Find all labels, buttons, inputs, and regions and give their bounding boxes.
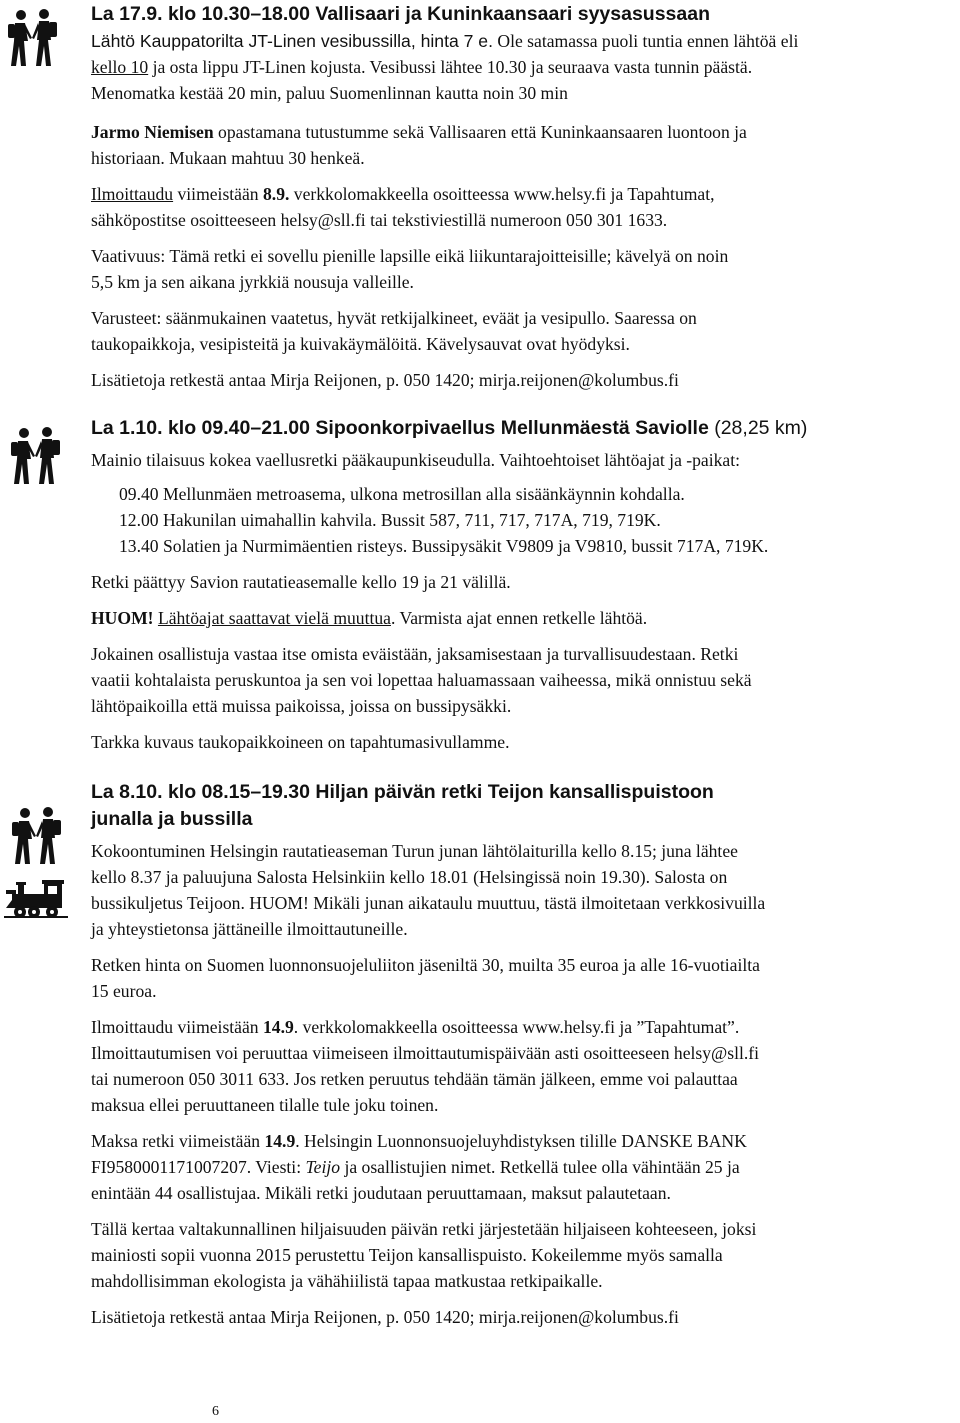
text: Maksa retki viimeistään [91,1131,265,1151]
event3-payment [91,1128,951,1154]
departure-item: 12.00 Hakunilan uimahallin kahvila. Bussit 587, 711, 717, 717A, 719, 719K. [119,510,661,530]
text: verkkolomakkeella osoitteessa www.helsy.fi ja Tapahtumat, [289,184,715,204]
event1-line1 [91,28,951,54]
text: ja osta lippu JT-Linen kojusta. Vesibussi lähtee 10.30 ja seuraava vasta tunnin päästä. [148,57,753,77]
text: opastamana tutustumme sekä Vallisaaren että Kuninkaansaaren luontoon ja [213,122,747,142]
event1-guide [91,119,951,145]
event2-responsibility2: vaatii kohtalaista peruskuntoa ja sen voi lopettaa haluamassaan vaiheessa, mikä onnistuu sekä [91,670,752,690]
text: . verkkolomakkeella osoitteessa www.helsy.fi ja ”Tapahtumat”. [293,1017,740,1037]
text: Ole satamassa puoli tuntia ennen lähtöä eli [492,31,799,51]
event3-price-line: 15 euroa. [91,981,157,1001]
event2-end: Retki päättyy Savion rautatieasemalle kello 19 ja 21 välillä. [91,572,511,592]
train-icon [4,878,68,920]
event3-registration [91,1014,951,1040]
message-word: Teijo [305,1157,341,1177]
hikers-icon [6,426,66,486]
event1-info: Lisätietoja retkestä antaa Mirja Reijonen, p. 050 1420; mirja.reijonen@kolumbus.fi [91,370,679,390]
register-text: Ilmoittaudu [91,184,174,204]
event1-registration2: sähköpostitse osoitteeseen helsy@sll.fi tai tekstiviestillä numeroon 050 301 1633. [91,210,668,230]
event3-title: La 8.10. klo 08.15–19.30 Hiljan päivän retki Teijon kansallispuistoon [91,781,714,803]
hikers-icon [8,806,66,866]
event3-info: Lisätietoja retkestä antaa Mirja Reijonen, p. 050 1420; mirja.reijonen@kolumbus.fi [91,1307,679,1327]
event1-difficulty2: 5,5 km ja sen aikana jyrkkiä nousuja valleille. [91,272,414,292]
text: ja osallistujien nimet. Retkellä tulee olla vähintään 25 ja [340,1157,740,1177]
event3-price-line: Retken hinta on Suomen luonnonsuojeluliiton jäseniltä 30, muilta 35 euroa ja alle 16-vuotiailta [91,955,760,975]
event2-responsibility3: lähtöpaikoilla että muissa paikoissa, joissa on bussipysäkki. [91,696,512,716]
event3-registration4: maksua ellei peruuttaneen tilalle tule joku toinen. [91,1095,439,1115]
event1-line2 [91,54,951,80]
event2-title [91,415,951,442]
notice-underlined: Lähtöajat saattavat vielä muuttua [157,608,391,628]
text: . Helsingin Luonnonsuojeluyhdistyksen tilille DANSKE BANK [295,1131,747,1151]
event2-responsibility1: Jokainen osallistuja vastaa itse omista eväistään, jaksamisestaan ja turvallisuudestaan. Retki [91,644,739,664]
guide-name: Jarmo Niemisen [91,122,214,142]
text: Ilmoittaudu viimeistään [91,1017,263,1037]
event3-p1-line: Kokoontuminen Helsingin rautatieaseman Turun junan lähtölaiturilla kello 8.15; juna lähtee [91,841,738,861]
event1-title: La 17.9. klo 10.30–18.00 Vallisaari ja Kuninkaansaari syysasussaan [91,3,710,25]
event3-p5-line: mahdollisimman ekologista ja vähähiilistä tapaa matkustaa retkipaikalle. [91,1271,603,1291]
event1-line5: historiaan. Mukaan mahtuu 30 henkeä. [91,148,365,168]
distance: (28,25 km) [708,417,808,439]
event2-intro: Mainio tilaisuus kokea vaellusretki pääkaupunkiseudulla. Vaihtoehtoiset lähtöajat ja -paikat: [91,450,741,470]
notice-label: HUOM! [91,608,154,628]
underlined-time: kello 10 [91,57,149,77]
event3-p1-line: kello 8.37 ja paluujuna Salosta Helsinkiin kello 18.01 (Helsingissä noin 19.30). Salosta on [91,867,728,887]
deadline: 8.9. [263,184,290,204]
document-content [91,0,951,1330]
event3-registration2: Ilmoittautumisen voi peruuttaa viimeiseen ilmoittautumispäivään asti osoitteeseen helsy@sll.fi [91,1043,760,1063]
event1-registration [91,181,951,207]
departure-info: Lähtö Kauppatorilta JT-Linen vesibussilla, hinta 7 e. [91,31,493,51]
deadline: 14.9 [264,1131,296,1151]
hikers-icon [4,8,62,68]
event3-p5-line: mainiosti sopii vuonna 2015 perustettu Teijon kansallispuisto. Kokeilemme myös samalla [91,1245,723,1265]
event3-p1-line: ja yhteystietonsa jättäneille ilmoittautuneille. [91,919,408,939]
event3-p1-line: bussikuljetus Teijoon. HUOM! Mikäli junan aikataulu muuttuu, tästä ilmoitetaan verkkosivuilla [91,893,766,913]
event3-registration3: tai numeroon 050 3011 633. Jos retken peruutus tehdään tämän jälkeen, emme voi palauttaa [91,1069,738,1089]
departure-item: 13.40 Solatien ja Nurmimäentien risteys. Bussipysäkit V9809 ja V9810, bussit 717A, 719K. [119,536,769,556]
event3-payment2 [91,1154,951,1180]
departure-item: 09.40 Mellunmäen metroasema, ulkona metrosillan alla sisäänkäynnin kohdalla. [119,484,685,504]
event3-title2: junalla ja bussilla [91,808,253,830]
text: viimeistään [173,184,263,204]
event3-p5-line: Tällä kertaa valtakunnallinen hiljaisuuden päivän retki järjestetään hiljaiseen kohteeseen, joksi [91,1219,757,1239]
event2-description: Tarkka kuvaus taukopaikkoineen on tapahtumasivullamme. [91,732,510,752]
text: FI9580001171007207. Viesti: [91,1157,306,1177]
event3-payment3: enintään 44 osallistujaa. Mikäli retki joudutaan peruuttamaan, maksut palautetaan. [91,1183,671,1203]
deadline: 14.9 [263,1017,294,1037]
event1-equipment2: taukopaikkoja, vesipisteitä ja kuivakäymälöitä. Kävelysauvat ovat hyödyksi. [91,334,630,354]
event1-line3: Menomatka kestää 20 min, paluu Suomenlinnan kautta noin 30 min [91,83,568,103]
page-number: 6 [212,1404,219,1419]
text: . Varmista ajat ennen retkelle lähtöä. [390,608,648,628]
event1-equipment1: Varusteet: säänmukainen vaatetus, hyvät retkijalkineet, eväät ja vesipullo. Saaressa on [91,308,697,328]
event2-notice [91,605,951,631]
event1-difficulty1: Vaativuus: Tämä retki ei sovellu pienille lapsille eikä liikuntarajoitteisille; kävelyä on noin [91,246,729,266]
title-text: La 1.10. klo 09.40–21.00 Sipoonkorpivaellus Mellunmäestä Saviolle [91,417,709,439]
